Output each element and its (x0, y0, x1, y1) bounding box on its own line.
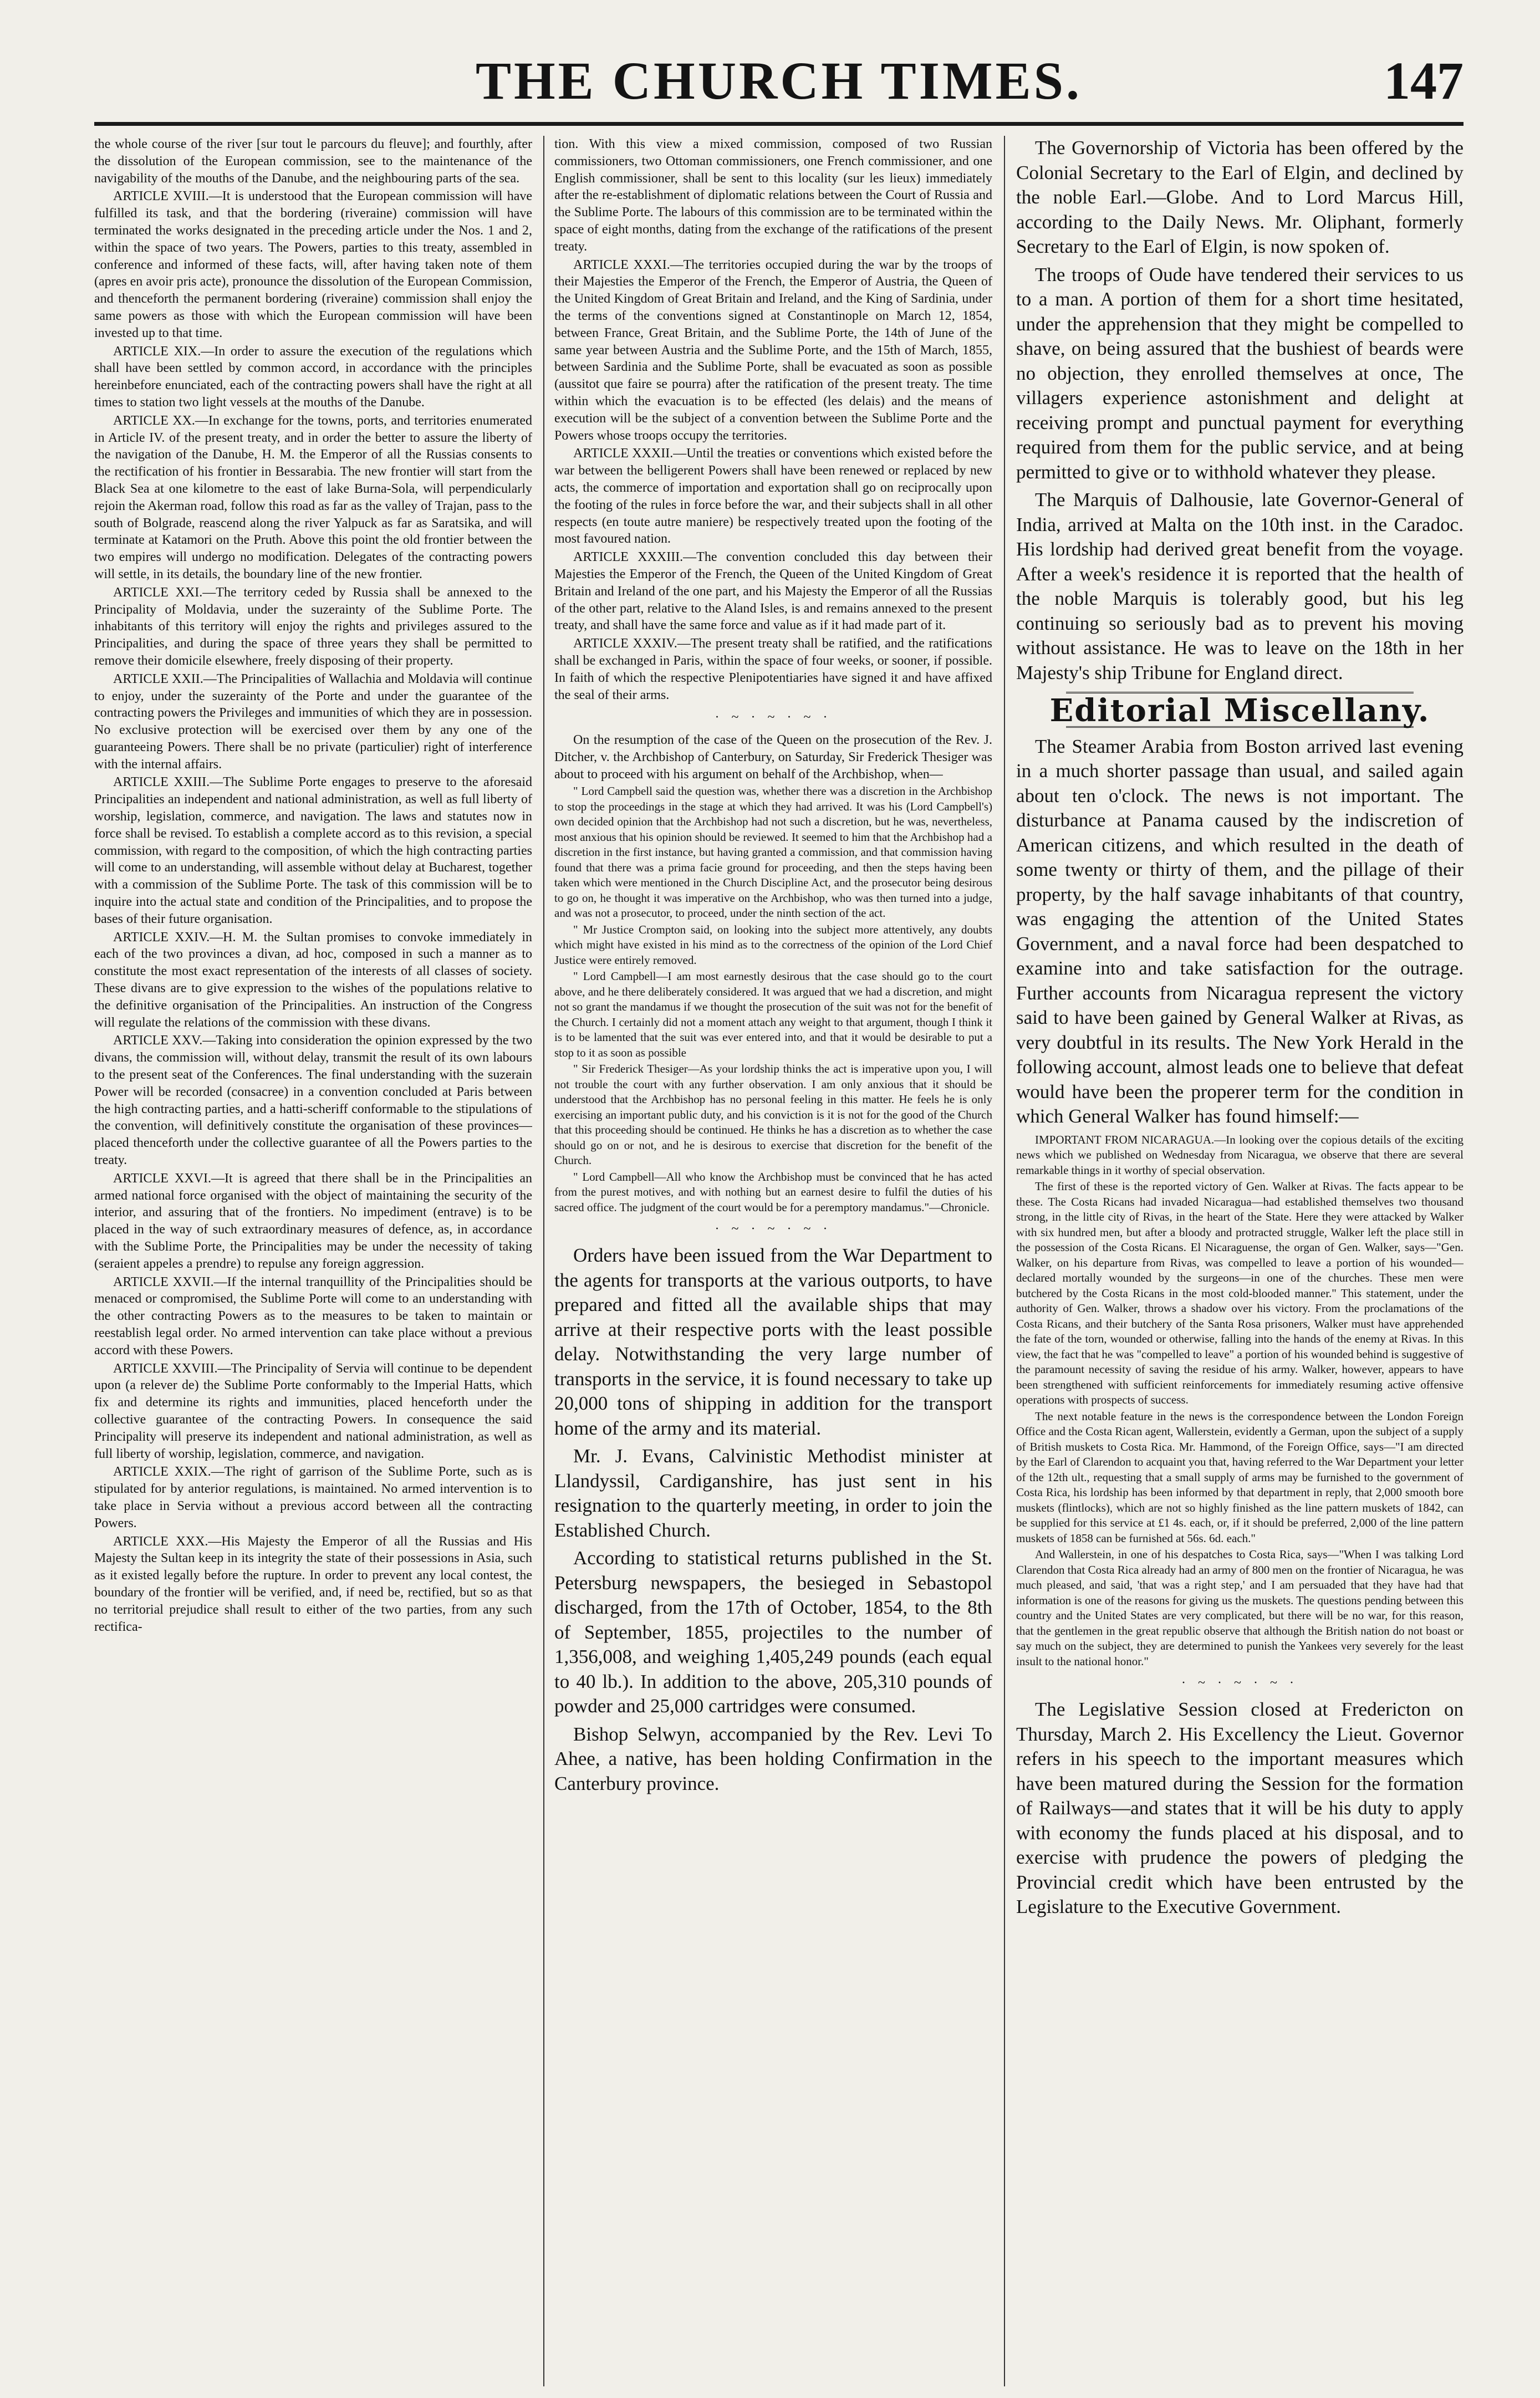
article-xxi: ARTICLE XXI.—The territory ceded by Russia shall be annexed to the Principality of Moldavia, under the suzerainty of the Sublime Porte. The inhabitants of this territory will enjoy the rights and privileges assured to the Principalities, and during the space of three years they shall be permitted to remove their domicile elsewhere, freely disposing of their property. (94, 585, 532, 668)
quote-paragraph: " Lord Campbell—All who know the Archbishop must be convinced that he has acted from the purest motives, and with nothing but an earnest desire to fulfil the duties of his sacred office. The judgment of the court would be for a peremptory mandamus."—Chronicle. (554, 1170, 992, 1214)
article-xxvii: ARTICLE XXVII.—If the internal tranquillity of the Principalities should be menaced or compromised, the Sublime Porte will come to an understanding with the other contracting Powers as to the measures to be taken to maintain or reestablish legal order. No armed intervention can take place without a previous accord with these Powers. (94, 1274, 532, 1358)
article-xxvi: ARTICLE XXVI.—It is agreed that there shall be in the Principalities an armed national force organised with the object of maintaining the security of the interior, and assuring that of the frontiers. No impediment (entrave) is to be placed in the way of such extraordinary measures of defence, as, in accordance with the Sublime Porte, the Principalities may be under the necessity of taking (seraient appeles a prendre) to repulse any foreign aggression. (94, 1171, 532, 1271)
article-xxii: ARTICLE XXII.—The Principalities of Wallachia and Moldavia will continue to enjoy, under the suzerainty of the Porte and under the guarantee of the contracting powers the Privileges and immunities of which they are in possession. No exclusive protection will be exercised over them by any one of the guaranteeing Powers. There shall be no private (particulier) right of interference with the internal affairs. (94, 671, 532, 772)
quote-paragraph: The first of these is the reported victory of Gen. Walker at Rivas. The facts appear to be these. The Costa Ricans had invaded Nicaragua—had established themselves two thousand strong, in the little city of Rivas, in the heart of the State. Here they were attacked by Walker with six hundred men, but after a bloody and protracted struggle, Walker left the place still in the possession of the Costa Ricans. El Nicaraguense, the organ of Gen. Walker, says—"Gen. Walker, on his departure from Rivas, was compelled to leave a portion of his wounded—declared mortally wounded by the surgeons—in one of the churches. These men were butchered by the Costa Ricans in the most cold-blooded manner." This statement, under the authority of Gen. Walker, throws a shadow over his victory. From the proclamations of the Costa Ricans, and their butchery of the Santa Rosa prisoners, Walker must have apprehended the fate of the torn, wounded or otherwise, falling into the hands of the enemy at Rivas. In this view, the fact that he was "compelled to leave" a portion of his wounded behind is suggestive of the paramount necessity of saving the residue of his army. Walker, however, appears to have been strengthened with sufficient reinforcements for immediately resuming active offensive operations with prospects of success. (1016, 1180, 1463, 1407)
column-divider (543, 136, 544, 2386)
section-heading: Editorial Miscellany. (1049, 692, 1430, 729)
quote-paragraph: And Wallerstein, in one of his despatches to Costa Rica, says—"When I was talking Lord Clarendon that Costa Rica already had an army of 800 men on the frontier of Nicaragua, he was much pleased, and said, 'that was a right step,' and I am persuaded that they have had that information is one of the reasons for giving us the muskets. The questions pending between this country and the United States are very complicated, but there will be no war, for this reason, that the gentlemen in the great republic observe that although the British nation do not boast or say much on the subject, they are determined to punish the Yankees very severely for the least insult to the national honor." (1016, 1548, 1463, 1668)
quote-paragraph: " Lord Campbell said the question was, whether there was a discretion in the Archbishop to stop the proceedings in the stage at which they had arrived. It was his (Lord Campbell's) own decided opinion that the Archbishop had not such a discretion, but he was, nevertheless, most anxious that his opinion should be reviewed. It seemed to him that the Archbishop had a discretion in the first instance, but having granted a commission, and that commission having found that there was a prima facie ground for proceeding, and then the steps having been taken which were mentioned in the Church Discipline Act, and the prosecutor being desirous to go on, he thought it was imperative on the Archbishop, who was then turned into a judge, and was not a prosecutor, to proceed, under the ninth section of the act. (554, 784, 992, 920)
page-number: 147 (1384, 51, 1463, 110)
article-xxviii: ARTICLE XXVIII.—The Principality of Servia will continue to be dependent upon (a relever de) the Sublime Porte conformably to the Imperial Hatts, which fix and determine its rights and immunities, placed henceforth under the collective guarantee of the contracting Powers. In consequence the said Principality will preserve its independent and national administration, as well as full liberty of worship, legislation, commerce, and navigation. (94, 1361, 532, 1461)
article-xxxii: ARTICLE XXXII.—Until the treaties or conventions which existed before the war between the belligerent Powers shall have been renewed or replaced by new acts, the commerce of importation and exportation shall go on reciprocally upon the footing of the rules in force before the war, and their subjects shall in all other respects (en toute autre maniere) be respectively treated upon the footing of the most favoured nation. (554, 446, 992, 547)
news-paragraph: On the resumption of the case of the Queen on the prosecution of the Rev. J. Ditcher, v. the Archbishop of Canterbury, on Saturday, Sir Frederick Thesiger was about to proceed with his argument on behalf of the Archbishop, when— (554, 733, 992, 782)
article-xxix: ARTICLE XXIX.—The right of garrison of the Sublime Porte, such as is stipulated for by anterior regulations, is maintained. No armed intervention is to take place in Servia without a previous accord between all the contracting Powers. (94, 1465, 532, 1530)
news-paragraph: Orders have been issued from the War Department to the agents for transports at the various outports, to have prepared and fitted all the available ships that may arrive at their respective ports with the least possible delay. Notwithstanding the very large number of transports in the service, it is found necessary to take up 20,000 tons of shipping in addition for the transport home of the army and its material. (554, 1244, 992, 1439)
column-2 (554, 136, 992, 2381)
news-paragraph: The troops of Oude have tendered their services to us to a man. A portion of them for a short time hesitated, under the apprehension that they might be compelled to shave, on being assured that the bushiest of beards were no objection, they enrolled themselves at once, The villagers experience astonishment and delight at receiving prompt and punctual payment for everything required from them for the public service, and at being permitted to give or to withhold whatever they please. (1016, 263, 1463, 483)
ornament-divider: · ~ · ~ · ~ · (715, 1222, 832, 1237)
news-paragraph: Mr. J. Evans, Calvinistic Methodist minister at Llandyssil, Cardiganshire, has just sent in his resignation to the quarterly meeting, in order to join the Established Church. (554, 1445, 992, 1541)
news-paragraph: The Legislative Session closed at Fredericton on Thursday, March 2. His Excellency the Lieut. Governor refers in his speech to the important measures which have been matured during the Session for the formation of Railways—and states that it will be his duty to apply with economy the funds placed at his disposal, and to exercise with prudence the powers of pledging the Provincial credit which have been entrusted by the Legislature to the Executive Government. (1016, 1698, 1463, 1918)
newspaper-title: THE CHURCH TIMES. (475, 51, 1083, 110)
ornament-divider: · ~ · ~ · ~ · (715, 710, 832, 725)
quote-paragraph: " Sir Frederick Thesiger—As your lordship thinks the act is imperative upon you, I will not trouble the court with any further observation. I am only anxious that it should be understood that the Archbishop has no personal feeling in this matter. He feels he is only exercising an important public duty, and his conviction is it is not for the good of the Church that this proceeding should be continued. He thinks he has a discretion as to whether the case should go on or not, and he is desirous to exercise that discretion for the benefit of the Church. (554, 1062, 992, 1167)
article-xxiii: ARTICLE XXIII.—The Sublime Porte engages to preserve to the aforesaid Principalities an independent and national administration, as well as full liberty of worship, legislation, commerce, and navigation. The laws and statutes now in force shall be revised. To establish a complete accord as to this revision, a special commission, with regard to the composition, of which the high contracting parties will come to an understanding, will assemble without delay at Bucharest, together with a commission of the Sublime Porte. The task of this commission will be to inquire into the actual state and condition of the Principalities, and to propose the bases of their future organisation. (94, 775, 532, 926)
quote-paragraph: The next notable feature in the news is the correspondence between the London Foreign Office and the Costa Rican agent, Wallerstein, evidently a German, upon the subject of a supply of British muskets to Costa Rica. Mr. Hammond, of the Foreign Office, says—"I am directed by the Earl of Clarendon to acquaint you that, having referred to the War Department your letter of the 12th ult., requesting that a small supply of arms may be furnished to the government of Costa Rica, his lordship has been informed by that department in reply, that 2,000 smooth bore muskets (flintlocks), which are not so highly finished as the line pattern muskets of 1842, can be supplied for this service at £1 4s. each, or, if it should be preferred, 2,000 of the line pattern muskets of 1858 can be furnished at 56s. 6d. each." (1016, 1409, 1463, 1545)
quote-paragraph: " Mr Justice Crompton said, on looking into the subject more attentively, any doubts which might have existed in his mind as to the correctness of the opinion of the Lord Chief Justice were entirely removed. (554, 922, 992, 967)
column-1 (94, 136, 532, 2381)
column-divider (1004, 136, 1005, 2386)
article-paragraph: tion. With this view a mixed commission, composed of two Russian commissioners, two Ottoman commissioners, one French commissioner, and one English commissioner, shall be sent to this locality (sur les lieux) immediately after the re-establishment of diplomatic relations between the Court of Russia and the Sublime Porte. The labours of this commission are to be terminated within the space of eight months, dating from the exchange of the ratifications of the present treaty. (554, 137, 992, 254)
article-xx: ARTICLE XX.—In exchange for the towns, ports, and territories enumerated in Article IV. of the present treaty, and in order the better to assure the liberty of the navigation of the Danube, H. M. the Emperor of all the Russias consents to the rectification of his frontier in Bessarabia. The new frontier will start from the Black Sea at one kilometre to the east of lake Burna-Sola, will perpendicularly rejoin the Akerman road, follow this road as far as the valley of Trajan, pass to the south of Bolgrade, reascend along the river Yalpuck as far as Saratsika, and will terminate at Katamori on the Pruth. Above this point the old frontier between the two empires will undergo no modification. Delegates of the contracting powers will settle, in its details, the boundary line of the new frontier. (94, 413, 532, 581)
article-xviii: ARTICLE XVIII.—It is understood that the European commission will have fulfilled its task, and that the bordering (riveraine) commission will have terminated the works designated in the preceding article under the Nos. 1 and 2, within the space of two years. The Powers, parties to this treaty, assembled in conference and informed of these facts, will, after having taken note of them (apres en avoir pris acte), pronounce the dissolution of the European Commission, and thenceforth the permanent bordering (riveraine) commission shall enjoy the same powers as those with which the European commission will have been invested up to that time. (94, 189, 532, 340)
article-xxxiii: ARTICLE XXXIII.—The convention concluded this day between their Majesties the Emperor of the French, the Queen of the United Kingdom of Great Britain and Ireland of the one part, and his Majesty the Emperor of all the Russias of the other part, relative to the Aland Isles, is and remains annexed to the present treaty, and shall have the same force and value as if it had made part of it. (554, 550, 992, 633)
news-paragraph: The Marquis of Dalhousie, late Governor-General of India, arrived at Malta on the 10th inst. in the Caradoc. His lordship had derived great benefit from the voyage. After a week's residence it is reported that the health of the noble Marquis is tolerably good, but his leg continuing so seriously bad as to prevent his moving without assistance. He was to leave on the 18th in her Majesty's ship Tribune for England direct. (1016, 489, 1463, 683)
news-paragraph: According to statistical returns published in the St. Petersburg newspapers, the besieged in Sebastopol discharged, from the 17th of October, 1854, to the 8th of September, 1855, projectiles to the number of 1,356,008, and weighing 1,405,249 pounds (each equal to 40 lb.). In addition to the above, 205,310 pounds of powder and 25,000 cartridges were consumed. (554, 1547, 992, 1717)
article-xxv: ARTICLE XXV.—Taking into consideration the opinion expressed by the two divans, the commission will, without delay, transmit the result of its own labours to the present seat of the Conferences. The final understanding with the suzerain Power will be recorded (consacree) in a convention concluded at Paris between the high contracting parties, and a hatti-scheriff conformable to the stipulations of the convention, will definitively constitute the organisation of these provinces—placed thenceforth under the collective guarantee of all the Powers parties to the treaty. (94, 1033, 532, 1168)
news-paragraph: The Governorship of Victoria has been offered by the Colonial Secretary to the Earl of Elgin, and declined by the noble Earl.—Globe. And to Lord Marcus Hill, according to the Daily News. Mr. Oliphant, formerly Secretary to the Earl of Elgin, is now spoken of. (1016, 137, 1463, 257)
article-xix: ARTICLE XIX.—In order to assure the execution of the regulations which shall have been settled by common accord, in accordance with the principles hereinbefore enunciated, each of the contracting powers shall have the right at all times to station two light vessels at the mouths of the Danube. (94, 344, 532, 410)
masthead-rule (94, 122, 1463, 126)
article-xxxi: ARTICLE XXXI.—The territories occupied during the war by the troops of their Majesties the Emperor of the French, the Emperor of Austria, the Queen of the United Kingdom of Great Britain and Ireland, and the King of Sardinia, under the terms of the conventions signed at Constantinople on March 12, 1854, between France, Great Britain, and the Sublime Porte, the 14th of June of the same year between Austria and the Sublime Porte, and the 15th of March, 1855, between Sardinia and the Sublime Porte, shall be evacuated as soon as possible (aussitot que faire se pourra) after the ratification of the present treaty. The time within which the evacuation is to be effected (les delais) and the means of execution will be the subject of a convention between the Sublime Porte and the Powers whose troops occupy the territories. (554, 257, 992, 443)
article-paragraph: the whole course of the river [sur tout le parcours du fleuve]; and fourthly, after the dissolution of the European commission, see to the maintenance of the navigability of the mouths of the Danube, and the neighbouring parts of the sea. (94, 137, 532, 186)
column-3 (1016, 136, 1463, 2381)
news-paragraph: The Steamer Arabia from Boston arrived last evening in a much shorter passage than usual, and sailed again about ten o'clock. The news is not important. The disturbance at Panama caused by the indiscretion of American citizens, and which resulted in the death of some twenty or thirty of them, and the pillage of their property, by the half savage inhabitants of that country, was engaging the attention of the United States Government, and a naval force had been despatched to examine into and take satisfaction for the outrage. Further accounts from Nicaragua represent the victory said to have been gained by General Walker at Rivas, as very doubtful in its results. The New York Herald in the following account, almost leads one to believe that defeat would have been the properer term for the condition in which General Walker has found himself:— (1016, 735, 1463, 1127)
ornament-divider: · ~ · ~ · ~ · (1181, 1676, 1298, 1691)
article-xxx: ARTICLE XXX.—His Majesty the Emperor of all the Russias and His Majesty the Sultan keep in its integrity the state of their possessions in Asia, such as it existed legally before the rupture. In order to prevent any local contest, the boundary of the frontier will be verified, and, if need be, rectified, but so as that no territorial prejudice shall result to either of the two parties, from any such rectifica- (94, 1534, 532, 1634)
article-xxxiv: ARTICLE XXXIV.—The present treaty shall be ratified, and the ratifications shall be exchanged in Paris, within the space of four weeks, or sooner, if possible. In faith of which the respective Plenipotentiaries have signed it and have affixed the seal of their arms. (554, 636, 992, 702)
news-paragraph: Bishop Selwyn, accompanied by the Rev. Levi To Ahee, a native, has been holding Confirmation in the Canterbury province. (554, 1723, 992, 1794)
quote-paragraph: IMPORTANT FROM NICARAGUA.—In looking over the copious details of the exciting news which we published on Wednesday from Nicaragua, we observe that there are several remarkable things in it worthy of special observation. (1016, 1132, 1463, 1177)
masthead (94, 50, 1463, 127)
article-xxiv: ARTICLE XXIV.—H. M. the Sultan promises to convoke immediately in each of the two provinces a divan, ad hoc, composed in such a manner as to constitute the most exact representation of the interests of all classes of society. These divans are to give expression to the wishes of the populations relative to the definitive organisation of the Principalities. An instruction of the Congress will regulate the relations of the commission with these divans. (94, 930, 532, 1030)
quote-paragraph: " Lord Campbell—I am most earnestly desirous that the case should go to the court above, and he there deliberately considered. It was argued that we had a discretion, and might not so grant the mandamus if we thought the prosecution of the suit was not for the benefit of the Church. I certainly did not a moment attach any weight to that argument, though I think it is to be lamented that the suit was ever entered into, and that it would be desirable to put a stop to it as soon as possible (554, 970, 992, 1059)
